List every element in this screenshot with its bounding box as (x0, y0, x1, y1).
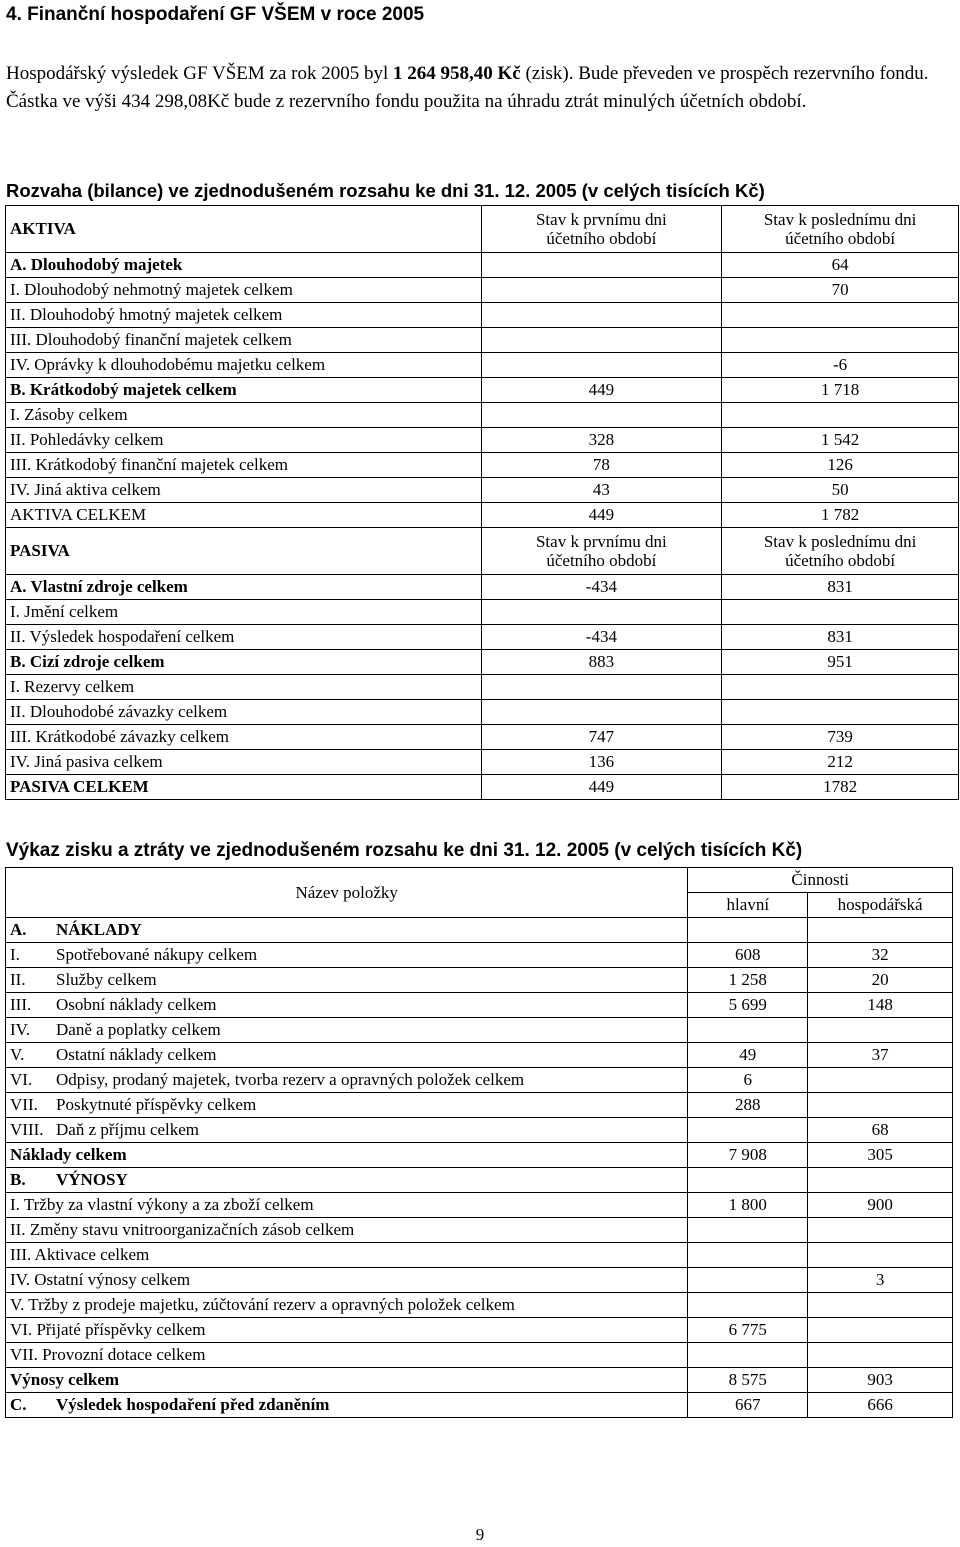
table-row (6, 1118, 953, 1143)
row-label: I. Dlouhodobý nehmotný majetek celkem (6, 278, 482, 303)
value-econ (808, 1318, 953, 1343)
row-text: Výsledek hospodaření před zdaněním (56, 1395, 330, 1414)
value-start: -434 (481, 575, 722, 600)
row-label: IV. Jiná aktiva celkem (6, 478, 482, 503)
aktiva-header: AKTIVA (6, 206, 482, 253)
table-row (6, 1243, 953, 1268)
row-text: Odpisy, prodaný majetek, tvorba rezerv a opravných položek celkem (56, 1070, 525, 1089)
row-text: Náklady celkem (10, 1145, 127, 1164)
row-text: IV. Ostatní výnosy celkem (10, 1270, 191, 1289)
table-row (6, 650, 959, 675)
table-row (6, 625, 959, 650)
value-main: 667 (688, 1393, 808, 1418)
table-row (6, 1018, 953, 1043)
row-label (6, 1318, 688, 1343)
row-label: III. Dlouhodobý finanční majetek celkem (6, 328, 482, 353)
table-row (6, 1368, 953, 1393)
row-label (6, 1143, 688, 1168)
row-label (6, 1168, 688, 1193)
value-end (722, 600, 959, 625)
row-label (6, 1368, 688, 1393)
table-row (6, 600, 959, 625)
income-header-row-1 (6, 868, 953, 893)
col1-header-line2: účetního období (546, 551, 657, 570)
row-label: PASIVA CELKEM (6, 775, 482, 800)
value-start: 328 (481, 428, 722, 453)
value-start (481, 328, 722, 353)
row-label (6, 1043, 688, 1068)
intro-paragraph (6, 60, 946, 116)
value-start: -434 (481, 625, 722, 650)
col2-header-line1: Stav k poslednímu dni (763, 532, 917, 551)
value-end: 1 542 (722, 428, 959, 453)
table-row (6, 478, 959, 503)
col1-header-line2: účetního období (546, 229, 657, 248)
value-main: 1 258 (688, 968, 808, 993)
row-text: II. Změny stavu vnitroorganizačních zásob celkem (10, 1220, 355, 1239)
table-row (6, 675, 959, 700)
row-label (6, 993, 688, 1018)
table-row (6, 353, 959, 378)
income-title: Výkaz zisku a ztráty ve zjednodušeném rozsahu ke dni 31. 12. 2005 (v celých tisících Kč) (6, 840, 803, 861)
value-econ (808, 1243, 953, 1268)
row-label (6, 1243, 688, 1268)
table-row (6, 918, 953, 943)
value-start: 449 (481, 503, 722, 528)
table-row (6, 328, 959, 353)
value-main (688, 1018, 808, 1043)
row-label: II. Výsledek hospodaření celkem (6, 625, 482, 650)
value-econ: 903 (808, 1368, 953, 1393)
aktiva-header-row (6, 206, 959, 253)
value-end (722, 403, 959, 428)
value-end (722, 675, 959, 700)
table-row (6, 1093, 953, 1118)
table-row (6, 1318, 953, 1343)
table-row (6, 1343, 953, 1368)
col1-header (481, 206, 722, 253)
row-label: II. Dlouhodobé závazky celkem (6, 700, 482, 725)
col-main-header: hlavní (688, 893, 808, 918)
col1-header (481, 528, 722, 575)
row-label (6, 1343, 688, 1368)
table-row (6, 775, 959, 800)
table-row (6, 428, 959, 453)
value-end: 64 (722, 253, 959, 278)
table-row (6, 1043, 953, 1068)
value-econ (808, 1218, 953, 1243)
table-row (6, 253, 959, 278)
row-number: VIII. (10, 1120, 44, 1139)
intro-amount: 1 264 958,40 Kč (393, 63, 521, 84)
col2-header (722, 206, 959, 253)
row-number: III. (10, 995, 32, 1014)
value-econ: 20 (808, 968, 953, 993)
balance-table (5, 205, 959, 800)
value-end: 831 (722, 575, 959, 600)
row-label (6, 1118, 688, 1143)
value-end: 70 (722, 278, 959, 303)
row-label (6, 1268, 688, 1293)
value-start (481, 303, 722, 328)
section-heading: 4. Finanční hospodaření GF VŠEM v roce 2005 (6, 4, 425, 25)
row-label: AKTIVA CELKEM (6, 503, 482, 528)
row-label (6, 1218, 688, 1243)
intro-text-2: (zisk). Bude převeden ve prospěch rezervního fondu. Částka ve výši 434 298,08Kč bude z rezervního fondu použita na úhradu ztrát minulých účetních období. (6, 63, 929, 112)
value-econ (808, 1168, 953, 1193)
value-end: 1 718 (722, 378, 959, 403)
table-row (6, 1193, 953, 1218)
col2-header-line2: účetního období (785, 229, 896, 248)
intro-text-1: Hospodářský výsledek GF VŠEM za rok 2005 byl (6, 63, 394, 84)
value-econ (808, 918, 953, 943)
value-start (481, 278, 722, 303)
balance-title: Rozvaha (bilance) ve zjednodušeném rozsahu ke dni 31. 12. 2005 (v celých tisících Kč) (6, 180, 765, 201)
value-econ: 305 (808, 1143, 953, 1168)
value-main (688, 1243, 808, 1268)
value-econ (808, 1293, 953, 1318)
value-start (481, 253, 722, 278)
row-number: A. (10, 920, 27, 939)
row-text: VÝNOSY (56, 1170, 128, 1189)
table-row (6, 575, 959, 600)
value-end (722, 328, 959, 353)
value-end: 1 782 (722, 503, 959, 528)
row-label: II. Dlouhodobý hmotný majetek celkem (6, 303, 482, 328)
table-row (6, 700, 959, 725)
value-main: 5 699 (688, 993, 808, 1018)
value-start: 449 (481, 378, 722, 403)
col2-header-line1: Stav k poslednímu dni (763, 210, 917, 229)
row-text: Daň z příjmu celkem (56, 1120, 200, 1139)
value-econ (808, 1018, 953, 1043)
row-label (6, 1093, 688, 1118)
row-label (6, 1068, 688, 1093)
row-text: NÁKLADY (56, 920, 142, 939)
value-main: 8 575 (688, 1368, 808, 1393)
row-label: IV. Jiná pasiva celkem (6, 750, 482, 775)
table-row (6, 750, 959, 775)
value-econ: 666 (808, 1393, 953, 1418)
table-row (6, 1068, 953, 1093)
table-row (6, 968, 953, 993)
value-start: 883 (481, 650, 722, 675)
table-row (6, 1168, 953, 1193)
row-number: C. (10, 1395, 27, 1414)
value-main: 1 800 (688, 1193, 808, 1218)
value-end: 739 (722, 725, 959, 750)
row-label: I. Rezervy celkem (6, 675, 482, 700)
row-label: A. Dlouhodobý majetek (6, 253, 482, 278)
row-label (6, 1193, 688, 1218)
row-label: III. Krátkodobý finanční majetek celkem (6, 453, 482, 478)
row-number: II. (10, 970, 26, 989)
value-start: 136 (481, 750, 722, 775)
table-row (6, 1143, 953, 1168)
value-main: 6 775 (688, 1318, 808, 1343)
col1-header-line1: Stav k prvnímu dni (535, 210, 667, 229)
value-start: 43 (481, 478, 722, 503)
income-table-body (6, 868, 953, 1418)
row-number: I. (10, 945, 20, 964)
row-text: Ostatní náklady celkem (56, 1045, 217, 1064)
row-label: I. Zásoby celkem (6, 403, 482, 428)
value-econ (808, 1093, 953, 1118)
row-text: V. Tržby z prodeje majetku, zúčtování rezerv a opravných položek celkem (10, 1295, 515, 1314)
value-end: -6 (722, 353, 959, 378)
table-row (6, 278, 959, 303)
income-table (5, 867, 953, 1418)
value-start: 78 (481, 453, 722, 478)
value-start: 747 (481, 725, 722, 750)
value-start: 449 (481, 775, 722, 800)
value-end: 126 (722, 453, 959, 478)
value-start (481, 403, 722, 428)
value-start (481, 700, 722, 725)
table-row (6, 403, 959, 428)
table-row (6, 725, 959, 750)
value-main (688, 1118, 808, 1143)
value-main: 6 (688, 1068, 808, 1093)
table-row (6, 1293, 953, 1318)
value-econ (808, 1343, 953, 1368)
table-row (6, 453, 959, 478)
col-econ-header: hospodářská (808, 893, 953, 918)
value-main: 49 (688, 1043, 808, 1068)
value-econ: 37 (808, 1043, 953, 1068)
value-start (481, 600, 722, 625)
value-end (722, 303, 959, 328)
row-text: Spotřebované nákupy celkem (56, 945, 258, 964)
table-row (6, 378, 959, 403)
row-text: Daně a poplatky celkem (56, 1020, 221, 1039)
row-number: B. (10, 1170, 26, 1189)
row-label (6, 968, 688, 993)
row-label (6, 1393, 688, 1418)
value-main: 7 908 (688, 1143, 808, 1168)
row-text: VII. Provozní dotace celkem (10, 1345, 206, 1364)
value-start (481, 675, 722, 700)
row-label (6, 918, 688, 943)
value-end (722, 700, 959, 725)
row-label: B. Krátkodobý majetek celkem (6, 378, 482, 403)
row-label (6, 1018, 688, 1043)
row-label: A. Vlastní zdroje celkem (6, 575, 482, 600)
table-row (6, 1268, 953, 1293)
page-number: 9 (475, 1525, 485, 1544)
value-econ (808, 1068, 953, 1093)
value-end: 1782 (722, 775, 959, 800)
pasiva-header: PASIVA (6, 528, 482, 575)
row-text: VI. Přijaté příspěvky celkem (10, 1320, 206, 1339)
col1-header-line1: Stav k prvnímu dni (535, 532, 667, 551)
row-text: Osobní náklady celkem (56, 995, 217, 1014)
value-main (688, 1218, 808, 1243)
value-main: 608 (688, 943, 808, 968)
value-main (688, 1343, 808, 1368)
value-econ: 900 (808, 1193, 953, 1218)
row-label: I. Jmění celkem (6, 600, 482, 625)
activities-header: Činnosti (688, 868, 953, 893)
value-end: 50 (722, 478, 959, 503)
row-text: Výnosy celkem (10, 1370, 120, 1389)
row-label (6, 943, 688, 968)
value-main: 288 (688, 1093, 808, 1118)
row-text: III. Aktivace celkem (10, 1245, 150, 1264)
value-start (481, 353, 722, 378)
value-econ: 3 (808, 1268, 953, 1293)
table-row (6, 1218, 953, 1243)
value-econ: 68 (808, 1118, 953, 1143)
value-econ: 148 (808, 993, 953, 1018)
row-number: VII. (10, 1095, 38, 1114)
name-header: Název položky (6, 868, 688, 918)
row-number: IV. (10, 1020, 30, 1039)
row-label (6, 1293, 688, 1318)
value-main (688, 1168, 808, 1193)
col2-header (722, 528, 959, 575)
col2-header-line2: účetního období (785, 551, 896, 570)
table-row (6, 303, 959, 328)
table-row (6, 943, 953, 968)
value-end: 831 (722, 625, 959, 650)
table-row (6, 993, 953, 1018)
value-main (688, 918, 808, 943)
row-text: I. Tržby za vlastní výkony a za zboží celkem (10, 1195, 314, 1214)
row-label: II. Pohledávky celkem (6, 428, 482, 453)
row-text: Služby celkem (56, 970, 157, 989)
pasiva-header-row (6, 528, 959, 575)
balance-table-body (6, 206, 959, 800)
row-number: VI. (10, 1070, 33, 1089)
value-main (688, 1268, 808, 1293)
row-number: V. (10, 1045, 25, 1064)
table-row (6, 503, 959, 528)
row-label: B. Cizí zdroje celkem (6, 650, 482, 675)
value-end: 951 (722, 650, 959, 675)
value-econ: 32 (808, 943, 953, 968)
row-text: Poskytnuté příspěvky celkem (56, 1095, 257, 1114)
table-row (6, 1393, 953, 1418)
row-label: III. Krátkodobé závazky celkem (6, 725, 482, 750)
value-main (688, 1293, 808, 1318)
row-label: IV. Oprávky k dlouhodobému majetku celkem (6, 353, 482, 378)
value-end: 212 (722, 750, 959, 775)
